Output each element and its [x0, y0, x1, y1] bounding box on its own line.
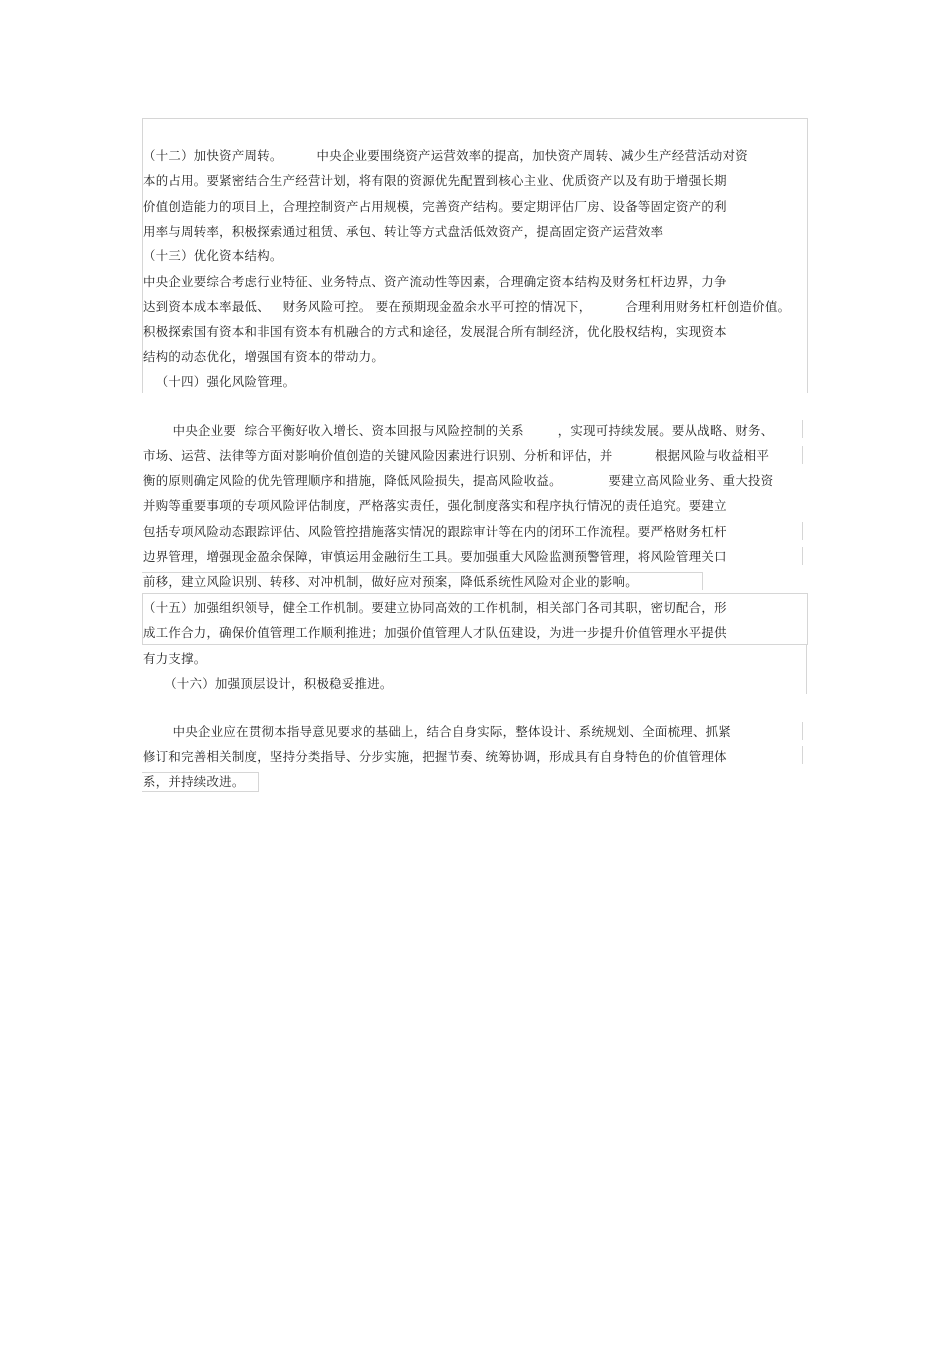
s14-line-1: 中央企业要 综合平衡好收入增长、资本回报与风险控制的关系 ，实现可持续发展。要从战略、财务、 [143, 423, 774, 438]
s12-line-4: 用率与周转率，积极探索通过租赁、承包、转让等方式盘活低效资产，提高固定资产运营效率 [143, 224, 664, 239]
frame-right-6 [802, 722, 803, 740]
frame-v-2 [806, 644, 807, 694]
frame-right-7 [802, 746, 803, 764]
s16-line-3: 系，并持续改进。 [143, 774, 245, 789]
s14-line-3: 衡的原则确定风险的优先管理顺序和措施，降低风险损失，提高风险收益。 要建立高风险业务、重大投资 [143, 473, 774, 488]
s15-line-3: 有力支撑。 [143, 651, 207, 666]
s12-line-2: 本的占用。要紧密结合生产经营计划，将有限的资源优先配置到核心主业、优质资产以及有助于增强长期 [143, 173, 727, 188]
s12-line-3: 价值创造能力的项目上，合理控制资产占用规模，完善资产结构。要定期评估厂房、设备等固定资产的利 [143, 199, 727, 214]
s15-line-1: （十五）加强组织领导，健全工作机制。要建立协同高效的工作机制，相关部门各司其职，密切配合，形 [143, 600, 727, 615]
s16-line-2: 修订和完善相关制度，坚持分类指导、分步实施，把握节奏、统筹协调，形成具有自身特色的价值管理体 [143, 749, 727, 764]
s12-line-1: （十二）加快资产周转。 中央企业要围绕资产运营效率的提高，加快资产周转、减少生产经营活动对资 [143, 148, 748, 163]
s13-line-3: 积极探索国有资本和非国有资本有机融合的方式和途径，发展混合所有制经济，优化股权结构，实现资本 [143, 324, 727, 339]
s14-line-2: 市场、运营、法律等方面对影响价值创造的关键风险因素进行识别、分析和评估，并 根据风险与收益相平 [143, 448, 770, 463]
s13-line-2: 达到资本成本率最低、 财务风险可控。 要在预期现金盈余水平可控的情况下， 合理利用财务杠杆创造价值。 [143, 299, 791, 314]
frame-h-1 [142, 572, 702, 573]
s15-line-2: 成工作合力，确保价值管理工作顺利推进；加强价值管理人才队伍建设，为进一步提升价值管理水平提供 [143, 625, 727, 640]
s16-heading: （十六）加强顶层设计，积极稳妥推进。 [143, 676, 393, 691]
s13-line-1: 中央企业要综合考虑行业特征、业务特点、资产流动性等因素，合理确定资本结构及财务杠杆边界，力争 [143, 274, 727, 289]
s14-line-7: 前移，建立风险识别、转移、对冲机制，做好应对预案，降低系统性风险对企业的影响。 [143, 574, 638, 589]
frame-right-4 [802, 522, 803, 540]
s14-line-5: 包括专项风险动态跟踪评估、风险管控措施落实情况的跟踪审计等在内的闭环工作流程。要严格财务杠杆 [143, 524, 727, 539]
s13-line-4: 结构的动态优化，增强国有资本的带动力。 [143, 349, 385, 364]
s14-heading: （十四）强化风险管理。 [143, 374, 296, 389]
frame-v-1 [702, 572, 703, 590]
frame-right-5 [802, 547, 803, 565]
s14-line-4: 并购等重要事项的专项风险评估制度，严格落实责任，强化制度落实和程序执行情况的责任追究。要建立 [143, 498, 727, 513]
s14-line-6: 边界管理，增强现金盈余保障，审慎运用金融衍生工具。要加强重大风险监测预警管理，将风险管理关口 [143, 549, 727, 564]
s16-line-1: 中央企业应在贯彻本指导意见要求的基础上，结合自身实际，整体设计、系统规划、全面梳理、抓紧 [143, 724, 732, 739]
s13-heading: （十三）优化资本结构。 [143, 248, 283, 263]
frame-right-3 [802, 446, 803, 464]
frame-right-2 [802, 420, 803, 438]
